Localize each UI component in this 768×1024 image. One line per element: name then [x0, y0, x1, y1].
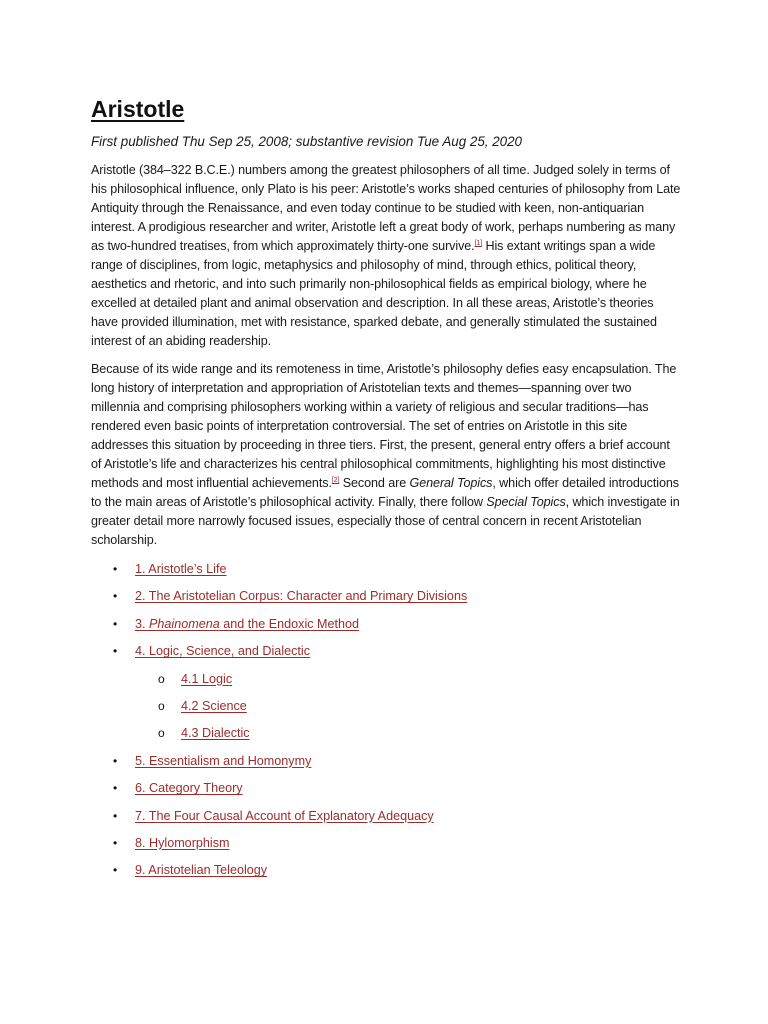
bullet-icon: •: [113, 863, 118, 878]
paragraph-text: Because of its wide range and its remoteness in time, Aristotle’s philosophy defies easy encapsulation. The long history of interpretation and appropriation of Aristotelian texts and themes—spanning over two millennia and comprising philosophers working within a variety of religious and secular traditions—has rendered even basic points of interpretation controversial. The set of entries on Aristotle in this site addresses this situation by proceeding in three tiers. First, the present, general entry offers a brief account of Aristotle’s life and characterizes his central philosophical commitments, highlighting his most distinctive methods and most influential achievements.: [91, 362, 677, 490]
toc-item: [91, 807, 681, 826]
paragraph-text: Aristotle (384–322 B.C.E.) numbers among the greatest philosophers of all time. Judged solely in terms of his philosophical influence, only Plato is his peer: Aristotle’s works shaped centuries of philosophy from Late Antiquity through the Renaissance, and even today continue to be studied with keen, non-antiquarian interest. A prodigious researcher and writer, Aristotle left a great body of work, perhaps numbering as many as two-hundred treatises, from which approximately thirty-one survive.: [91, 163, 681, 253]
bullet-icon: •: [113, 562, 118, 576]
table-of-contents: [91, 560, 681, 661]
toc-link-emphasis: Phainomena: [149, 616, 220, 631]
toc-link-aristotelian-corpus[interactable]: 2. The Aristotelian Corpus: Character and Primary Divisions: [135, 589, 468, 604]
toc-link-logic[interactable]: 4.1 Logic: [181, 671, 233, 686]
publication-dates: First published Thu Sep 25, 2008; substantive revision Tue Aug 25, 2020: [91, 134, 522, 149]
toc-link-category-theory[interactable]: 6. Category Theory: [135, 781, 243, 796]
toc-item: [91, 834, 681, 853]
paragraph-text: , which investigate in greater detail more narrowly focused issues, especially those of central concern in recent Aristotelian scholarship.: [91, 495, 680, 547]
toc-link-dialectic[interactable]: 4.3 Dialectic: [181, 726, 250, 741]
bullet-icon: •: [113, 835, 118, 850]
toc-sublist: [91, 670, 681, 744]
paragraph-text: Second are: [339, 476, 410, 490]
bullet-icon: •: [113, 589, 118, 604]
toc-link-logic-science-dialectic[interactable]: 4. Logic, Science, and Dialectic: [135, 644, 311, 659]
toc-item: [91, 560, 681, 579]
page-title: Aristotle: [91, 96, 185, 122]
footnote-link-2[interactable]: [2]: [331, 477, 340, 484]
toc-link-number: 3.: [135, 616, 150, 631]
toc-link-aristotles-life[interactable]: 1. Aristotle’s Life: [135, 562, 227, 576]
toc-link-phainomena[interactable]: [135, 617, 359, 631]
bullet-icon: •: [113, 616, 118, 631]
article: [91, 94, 681, 889]
toc-link-rest: and the Endoxic Method: [219, 616, 360, 631]
circle-bullet-icon: o: [158, 671, 165, 686]
toc-item: [91, 642, 681, 661]
bullet-icon: •: [113, 781, 118, 796]
toc-link-four-causal-account[interactable]: 7. The Four Causal Account of Explanatory Adequacy: [135, 808, 434, 823]
special-topics-emphasis: Special Topics: [486, 495, 566, 509]
intro-paragraph-1: [91, 161, 681, 351]
paragraph-text: His extant writings span a wide range of disciplines, from logic, metaphysics and philosophy of mind, through ethics, political theory, aesthetics and rhetoric, and into such primarily non-philosophical fields as empirical biology, where he excelled at detailed plant and animal observation and description. In all these areas, Aristotle’s theories have provided illumination, met with resistance, sparked debate, and generally stimulated the sustained interest of an abiding readership.: [91, 239, 657, 348]
toc-item: [91, 615, 681, 634]
toc-item: [91, 587, 681, 606]
footnote-link-1[interactable]: [1]: [474, 240, 483, 247]
bullet-icon: •: [113, 753, 118, 768]
toc-subitem: [91, 670, 681, 689]
toc-subitem: [91, 697, 681, 716]
paragraph-text: , which offer detailed introductions to the main areas of Aristotle’s philosophical activity. Finally, there follow: [91, 476, 679, 509]
toc-item: [91, 779, 681, 798]
toc-item: [91, 861, 681, 880]
circle-bullet-icon: o: [158, 726, 165, 741]
intro-paragraph-2: [91, 360, 681, 550]
bullet-icon: •: [113, 808, 118, 823]
toc-subitem: [91, 724, 681, 743]
toc-item: [91, 752, 681, 771]
toc-link-essentialism[interactable]: 5. Essentialism and Homonymy: [135, 753, 312, 768]
toc-link-science[interactable]: 4.2 Science: [181, 698, 247, 713]
general-topics-emphasis: General Topics: [409, 476, 493, 490]
toc-link-hylomorphism[interactable]: 8. Hylomorphism: [135, 835, 230, 850]
circle-bullet-icon: o: [158, 698, 165, 713]
toc-link-teleology[interactable]: 9. Aristotelian Teleology: [135, 863, 268, 878]
bullet-icon: •: [113, 644, 118, 659]
table-of-contents-continued: [91, 752, 681, 881]
